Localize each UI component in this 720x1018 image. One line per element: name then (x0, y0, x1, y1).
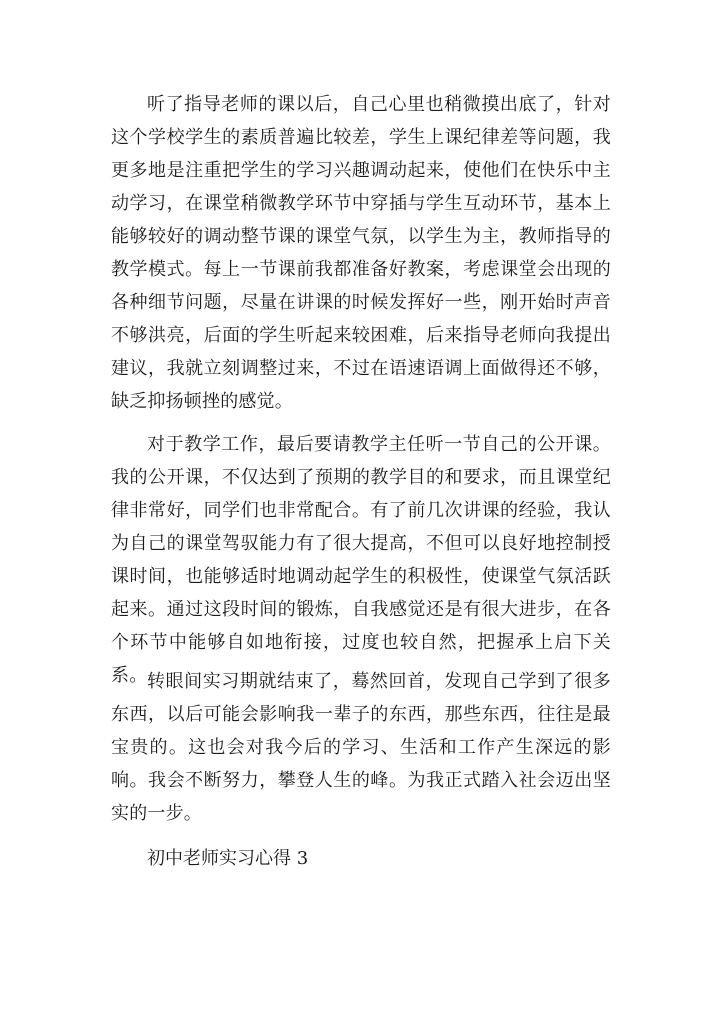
body-paragraph-2: 对于教学工作，最后要请教学主任听一节自己的公开课。我的公开课，不仅达到了预期的教学目的和要求，而且课堂纪律非常好，同学们也非常配合。有了前几次讲课的经验，我认为自己的课堂驾驭能力有了很大提高，不但可以良好地控制授课时间，也能够适时地调动起学生的积极性，使课堂气氛活跃起来。通过这段时间的锻炼，自我感觉还是有很大进步，在各个环节中能够自如地衔接，过度也较自然，把握承上启下关系。 (111, 434, 611, 686)
body-paragraph-1: 听了指导老师的课以后，自己心里也稍微摸出底了，针对这个学校学生的素质普遍比较差，学生上课纪律差等问题，我更多地是注重把学生的学习兴趣调动起来，使他们在快乐中主动学习，在课堂稍微教学环节中穿插与学生互动环节，基本上能够较好的调动整节课的课堂气氛，以学生为主，教师指导的教学模式。每上一节课前我都准备好教案，考虑课堂会出现的各种细节问题，尽量在讲课的时候发挥好一些，刚开始时声音不够洪亮，后面的学生听起来较困难，后来指导老师向我提出建议，我就立刻调整过来，不过在语速语调上面做得还不够，缺乏抑扬顿挫的感觉。 (111, 94, 611, 412)
body-paragraph-3: 转眼间实习期就结束了，蓦然回首，发现自己学到了很多东西，以后可能会影响我一辈子的东西，那些东西，往往是最宝贵的。这也会对我今后的学习、生活和工作产生深远的影响。我会不断努力，攀登人生的峰。为我正式踏入社会迈出坚实的一步。 (111, 671, 611, 824)
section-heading: 初中老师实习心得 3 (147, 848, 309, 869)
